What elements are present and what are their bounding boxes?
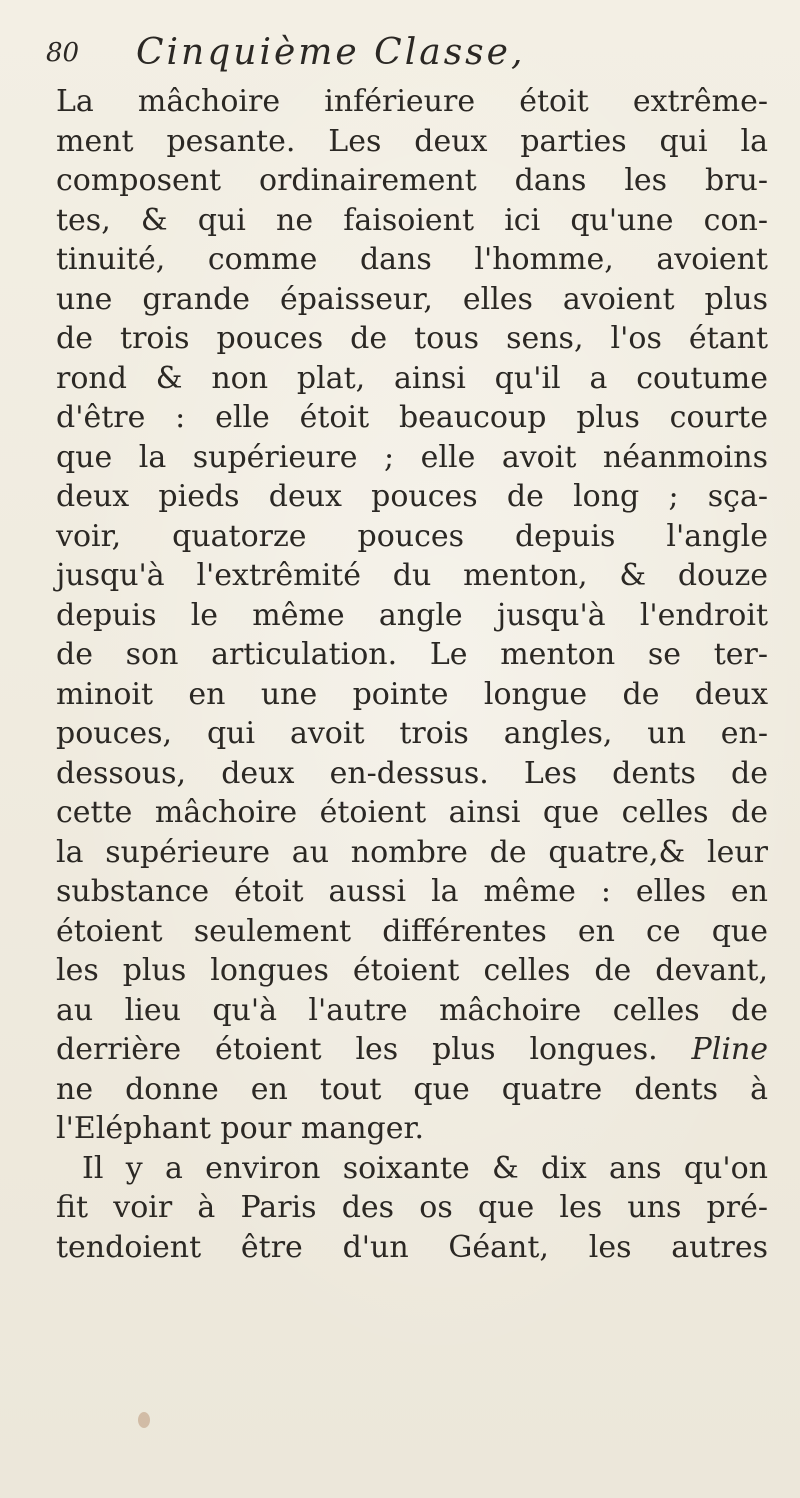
text-line: tinuité, comme dans l'homme, avoient	[56, 242, 768, 277]
text-line: La mâchoire inférieure étoit extrême-	[56, 84, 768, 119]
text-line: depuis le même angle jusqu'à l'endroit	[56, 597, 768, 633]
text-line: composent ordinairement dans les bru-	[56, 163, 768, 198]
page-header	[46, 32, 766, 82]
text-line: les plus longues étoient celles de devant,	[56, 953, 768, 988]
text-line-with-italic	[56, 1030, 768, 1070]
text-line: ne donne en tout que quatre dents à	[56, 1071, 768, 1107]
text-line: tes, & qui ne faisoient ici qu'une con-	[56, 202, 768, 238]
text-line: cette mâchoire étoient ainsi que celles de	[56, 795, 768, 830]
body-text	[56, 82, 768, 1267]
running-title: Cinquième Classe,	[136, 32, 526, 73]
text-line: pouces, qui avoit trois angles, un en-	[56, 716, 768, 751]
page-number: 80	[46, 38, 80, 68]
text-line: jusqu'à l'extrêmité du menton, & douze	[56, 558, 768, 593]
text-line: dessous, deux en-dessus. Les dents de	[56, 755, 768, 791]
text-line: la supérieure au nombre de quatre,& leur	[56, 834, 768, 870]
text-line: une grande épaisseur, elles avoient plus	[56, 281, 768, 317]
text-line-paragraph-end: l'Eléphant pour manger.	[56, 1111, 425, 1146]
text-line: deux pieds deux pouces de long ; sça-	[56, 479, 768, 514]
text-segment: derrière étoient les plus longues.	[56, 1032, 658, 1067]
text-line: rond & non plat, ainsi qu'il a coutume	[56, 360, 768, 396]
text-line: minoit en une pointe longue de deux	[56, 676, 768, 712]
text-line: fit voir à Paris des os que les uns pré-	[56, 1190, 768, 1225]
text-line: de son articulation. Le menton se ter-	[56, 637, 768, 672]
text-line: au lieu qu'à l'autre mâchoire celles de	[56, 992, 768, 1028]
text-line: voir, quatorze pouces depuis l'angle	[56, 518, 768, 554]
text-line: tendoient être d'un Géant, les autres	[56, 1229, 768, 1265]
text-line: que la supérieure ; elle avoit néanmoins	[56, 439, 768, 475]
text-line: de trois pouces de tous sens, l'os étant	[56, 321, 768, 356]
text-line: substance étoit aussi la même : elles en	[56, 874, 768, 909]
paper-stain	[138, 1412, 150, 1428]
text-line: ment pesante. Les deux parties qui la	[56, 123, 768, 159]
italic-name-pline: Pline	[691, 1032, 768, 1067]
text-line: étoient seulement différentes en ce que	[56, 913, 768, 949]
text-line: d'être : elle étoit beaucoup plus courte	[56, 400, 768, 435]
text-line-paragraph-start: Il y a environ soixante & dix ans qu'on	[82, 1150, 768, 1186]
